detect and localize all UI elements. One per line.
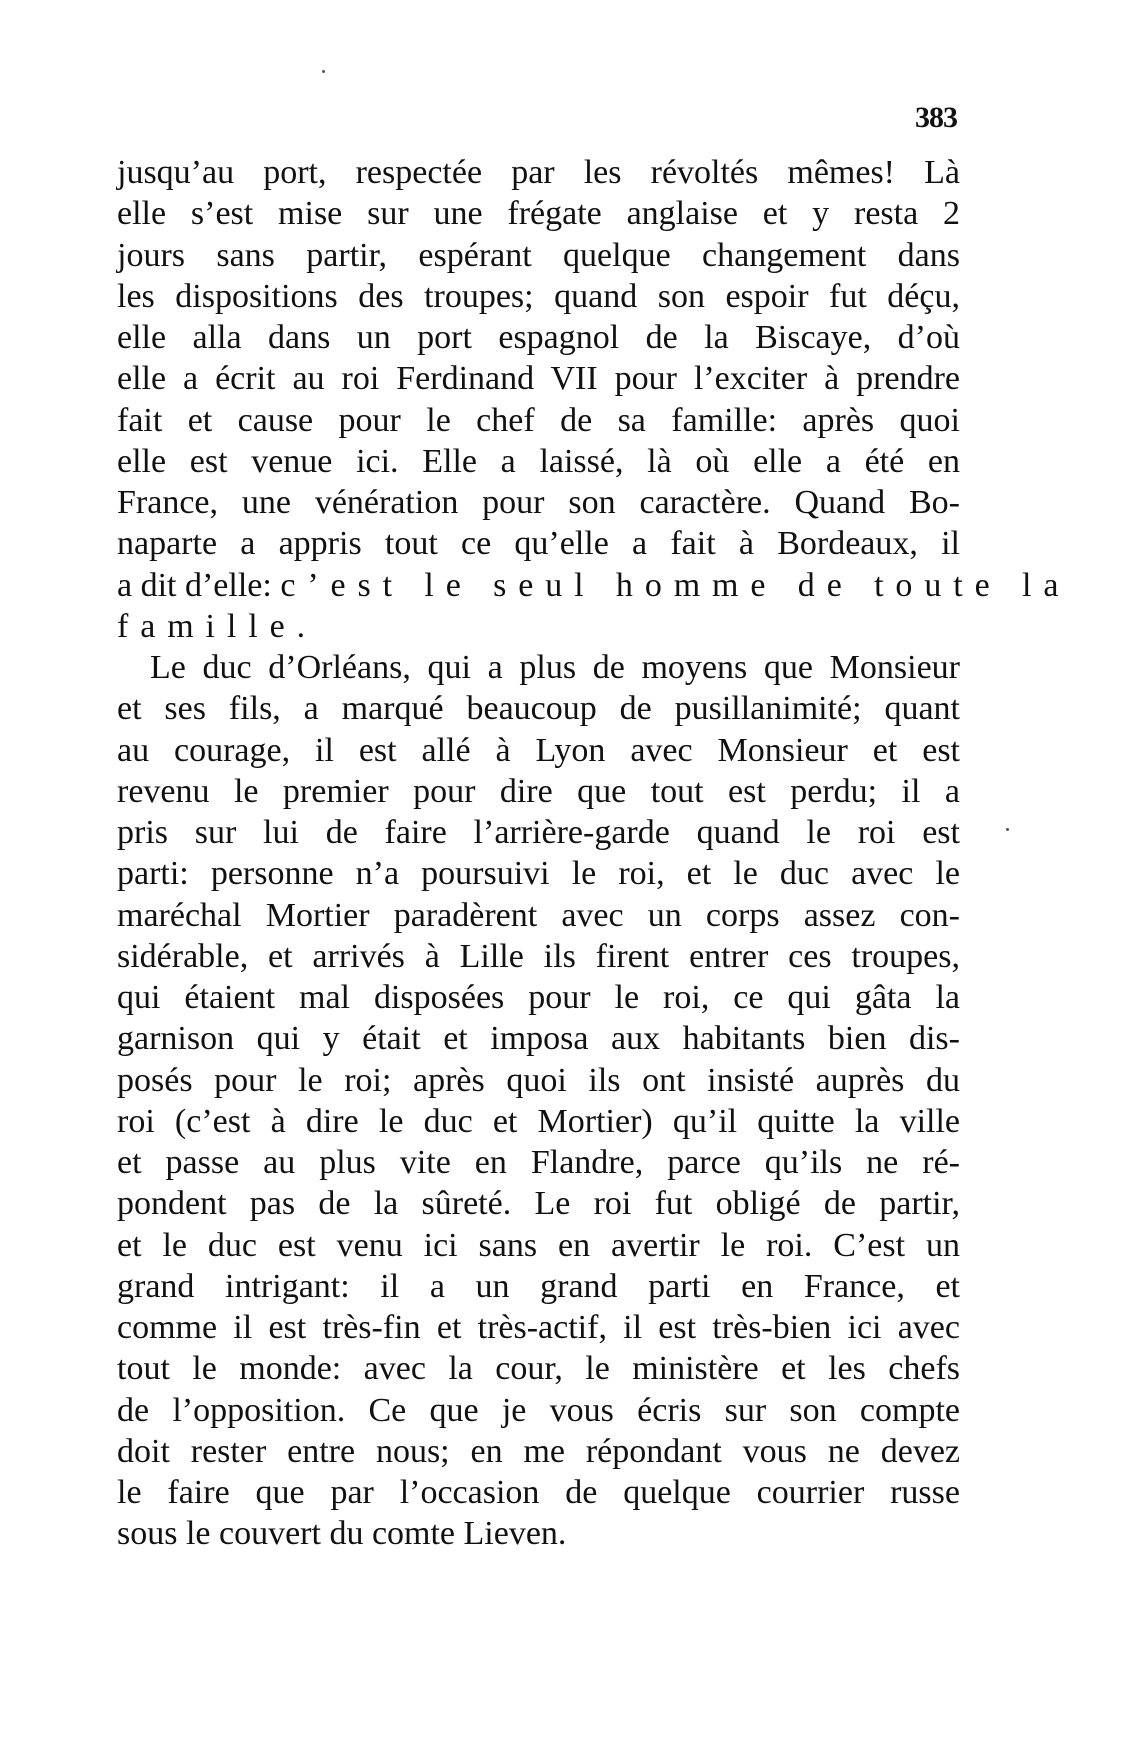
text-line: sous le couvert du comte Lieven. xyxy=(117,1515,567,1553)
text-line: revenu le premier pour dire que tout est perdu; il a xyxy=(117,772,960,810)
text-line: au courage, il est allé à Lyon avec Monsieur et est xyxy=(117,731,960,769)
text-line-spaced: c’est le seul homme de toute la xyxy=(280,566,1071,604)
text-line: fait et cause pour le chef de sa famille: après quoi xyxy=(117,401,960,439)
text-line: les dispositions des troupes; quand son espoir fut déçu, xyxy=(117,277,960,315)
text-line: grand intrigant: il a un grand parti en France, et xyxy=(117,1267,960,1305)
page-number: 383 xyxy=(915,101,957,134)
text-line: de l’opposition. Ce que je vous écris sur son compte xyxy=(117,1391,960,1429)
text-line: roi (c’est à dire le duc et Mortier) qu’il quitte la ville xyxy=(117,1102,960,1140)
text-line: garnison qui y était et imposa aux habitants bien dis- xyxy=(117,1020,960,1058)
text-line: et ses fils, a marqué beaucoup de pusillanimité; quant xyxy=(117,690,960,728)
text-line: parti: personne n’a poursuivi le roi, et le duc avec le xyxy=(117,855,960,893)
text-line: Le duc d’Orléans, qui a plus de moyens que Monsieur xyxy=(150,649,960,686)
text-line: naparte a appris tout ce qu’elle a fait à Bordeaux, il xyxy=(117,525,960,563)
text-line: qui étaient mal disposées pour le roi, ce qui gâta la xyxy=(117,979,960,1016)
text-line: maréchal Mortier paradèrent avec un corps assez con- xyxy=(117,896,960,934)
text-line: tout le monde: avec la cour, le ministère et les chefs xyxy=(117,1350,960,1388)
text-line: elle alla dans un port espagnol de la Biscaye, d’où xyxy=(117,319,960,356)
text-line: pris sur lui de faire l’arrière-garde quand le roi est xyxy=(117,814,960,851)
text-line: le faire que par l’occasion de quelque courrier russe xyxy=(117,1474,960,1511)
scan-speck xyxy=(1006,828,1009,831)
scan-speck xyxy=(322,70,325,73)
text-line: doit rester entre nous; en me répondant vous ne devez xyxy=(117,1432,960,1470)
text-line-plain: a dit d’elle: xyxy=(117,566,281,604)
text-line: jours sans partir, espérant quelque changement dans xyxy=(117,236,960,274)
text-line: et le duc est venu ici sans en avertir le roi. C’est un xyxy=(117,1226,960,1264)
body-text xyxy=(117,152,1071,1555)
text-line: pondent pas de la sûreté. Le roi fut obligé de partir, xyxy=(117,1185,960,1223)
text-line: posés pour le roi; après quoi ils ont insisté auprès du xyxy=(117,1061,960,1099)
text-line: jusqu’au port, respectée par les révoltés mêmes! Là xyxy=(117,154,960,191)
text-line: et passe au plus vite en Flandre, parce qu’ils ne ré- xyxy=(117,1144,960,1181)
text-line xyxy=(117,565,1071,606)
text-line: comme il est très-fin et très-actif, il est très-bien ici avec xyxy=(117,1309,960,1346)
text-line: France, une vénération pour son caractère. Quand Bo- xyxy=(117,484,960,521)
text-line: elle a écrit au roi Ferdinand VII pour l’exciter à prendre xyxy=(117,360,960,398)
text-line: famille. xyxy=(117,607,317,645)
text-line: sidérable, et arrivés à Lille ils firent entrer ces troupes, xyxy=(117,937,960,975)
text-line: elle s’est mise sur une frégate anglaise et y resta 2 xyxy=(117,195,960,233)
text-line: elle est venue ici. Elle a laissé, là où elle a été en xyxy=(117,442,960,480)
